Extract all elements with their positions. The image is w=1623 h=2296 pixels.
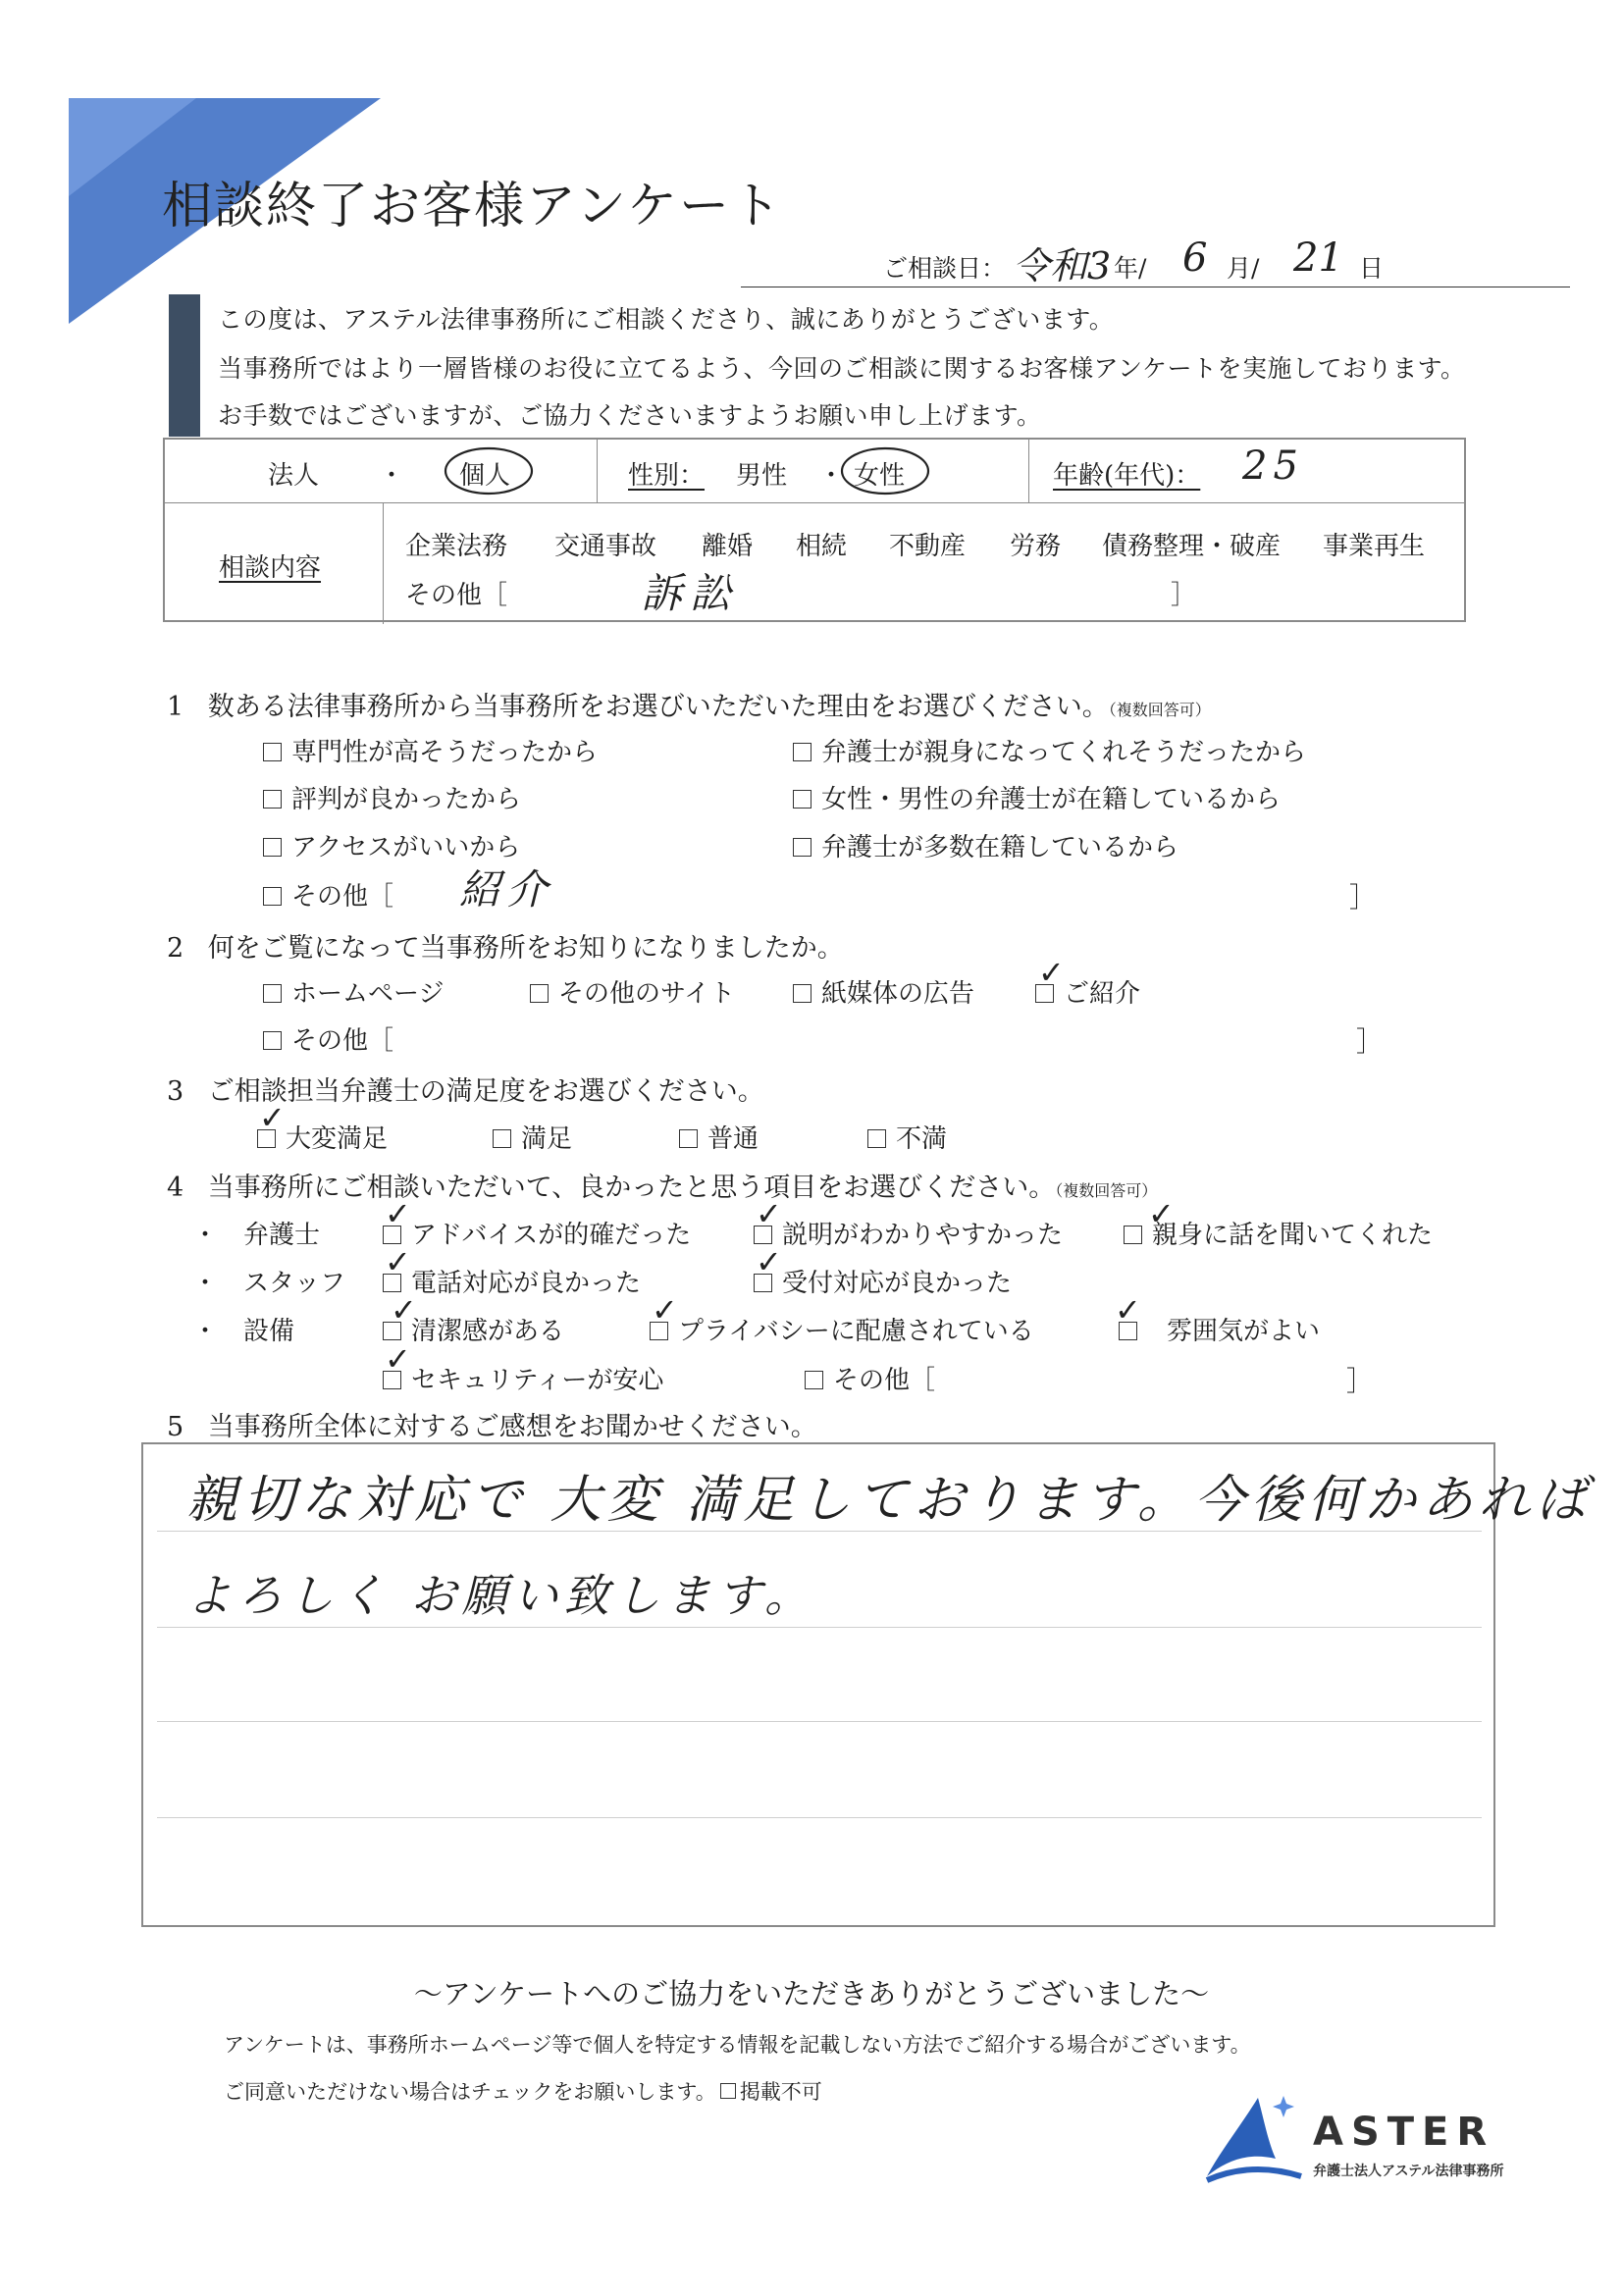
checkbox[interactable] xyxy=(263,743,282,761)
q4-other-close: ］ xyxy=(1346,1365,1375,1397)
date-day-value: 21 xyxy=(1293,235,1343,281)
q3-option-dissatisfied[interactable]: 不満 xyxy=(867,1119,947,1155)
q3-heading xyxy=(167,1070,764,1108)
q4-note: （複数回答可） xyxy=(1055,1181,1158,1200)
q4-lawyer-label: 弁護士 xyxy=(243,1221,321,1250)
individual-circle-mark xyxy=(442,444,540,498)
q2-number: 2 xyxy=(167,933,184,964)
consult-date xyxy=(883,249,1006,285)
q4-clear-explanation-check-mark: ✓ xyxy=(756,1195,782,1232)
header-banner xyxy=(0,0,412,324)
checkbox[interactable] xyxy=(867,1129,886,1148)
q4-option-clear-explanation[interactable]: 説明がわかりやすかった xyxy=(754,1215,1063,1251)
q4-bullet-facility: ・ xyxy=(192,1317,219,1346)
q3-number: 3 xyxy=(167,1076,184,1107)
q1-option-many-lawyers[interactable]: 弁護士が多数在籍しているから xyxy=(793,827,1178,863)
checkbox[interactable] xyxy=(263,838,282,857)
checkbox[interactable] xyxy=(263,887,282,906)
gender-female: 女性 xyxy=(854,461,906,491)
category-divorce: 離婚 xyxy=(702,532,754,561)
q4-option-listened-kindly[interactable]: 親身に話を聞いてくれた xyxy=(1124,1215,1433,1251)
category-real-estate: 不動産 xyxy=(889,532,967,561)
checkbox[interactable] xyxy=(493,1129,511,1148)
checkbox[interactable] xyxy=(530,984,549,1003)
date-year-unit: 年/ xyxy=(1114,254,1147,283)
checkbox[interactable] xyxy=(793,984,812,1003)
q2-referral-check-mark: ✓ xyxy=(1038,954,1065,991)
q4-security-check-mark: ✓ xyxy=(385,1340,411,1378)
info-table xyxy=(163,438,1466,622)
age-label: 年齢(年代)： xyxy=(1053,461,1201,491)
type-corporate: 法人 xyxy=(268,461,320,491)
type-dot: ・ xyxy=(379,461,405,491)
q1-option-expertise[interactable]: 専門性が高そうだったから xyxy=(263,732,598,768)
q1-option-gender-lawyers[interactable]: 女性・男性の弁護士が在籍しているから xyxy=(793,779,1281,815)
gender-male: 男性 xyxy=(736,461,788,491)
q4-option-phone-response[interactable]: 電話対応が良かった xyxy=(383,1263,641,1299)
q1-option-caring-lawyer[interactable]: 弁護士が親身になってくれそうだったから xyxy=(793,732,1306,768)
q5-text: 当事務所全体に対するご感想をお聞かせください。 xyxy=(207,1412,817,1442)
q5-number: 5 xyxy=(167,1412,184,1442)
gender-label: 性別： xyxy=(628,461,706,491)
age-value: 25 xyxy=(1242,444,1304,489)
gender-dot: ・ xyxy=(818,461,845,491)
checkbox[interactable] xyxy=(679,1129,698,1148)
q4-atmosphere-check-mark: ✓ xyxy=(1115,1291,1141,1329)
female-circle-mark xyxy=(838,444,936,498)
checkbox[interactable] xyxy=(793,790,812,809)
q1-text: 数ある法律事務所から当事務所をお選びいただいた理由をお選びください。 xyxy=(207,692,1109,722)
checkbox[interactable] xyxy=(805,1371,823,1389)
date-month-value: 6 xyxy=(1182,235,1208,281)
category-debt-bankruptcy: 債務整理・破産 xyxy=(1102,532,1282,561)
q4-option-accurate-advice[interactable]: アドバイスが的確だった xyxy=(383,1215,691,1251)
intro-line-1: この度は、アステル法律事務所にご相談くださり、誠にありがとうございます。 xyxy=(218,305,1115,334)
comment-rule-4 xyxy=(157,1817,1482,1818)
q1-option-other[interactable]: その他［ xyxy=(263,876,393,913)
q4-number: 4 xyxy=(167,1173,184,1203)
q4-cleanliness-check-mark: ✓ xyxy=(391,1291,417,1329)
form-title: 相談終了お客様アンケート xyxy=(162,178,783,235)
q4-bullet-staff: ・ xyxy=(192,1269,219,1298)
date-label: ご相談日： xyxy=(883,254,1007,283)
checkbox[interactable] xyxy=(1124,1226,1142,1244)
no-publish-checkbox[interactable] xyxy=(720,2083,736,2099)
category-labor: 労務 xyxy=(1010,532,1062,561)
consult-content-label: 相談内容 xyxy=(219,553,322,583)
q2-text: 何をご覧になって当事務所をお知りになりましたか。 xyxy=(207,933,844,964)
q4-option-atmosphere[interactable]: 雰囲気がよい xyxy=(1119,1311,1320,1347)
category-traffic-accident: 交通事故 xyxy=(554,532,657,561)
q4-phone-response-check-mark: ✓ xyxy=(385,1243,411,1280)
q3-option-very-satisfied[interactable]: 大変満足 xyxy=(257,1119,388,1155)
q1-number: 1 xyxy=(167,692,184,722)
category-other-value: 訴訟 xyxy=(641,569,740,617)
category-inheritance: 相続 xyxy=(796,532,848,561)
logo-name: ASTER xyxy=(1313,2110,1495,2155)
type-individual: 個人 xyxy=(459,461,511,491)
category-other-close: ］ xyxy=(1171,581,1197,610)
category-other-label: その他［ xyxy=(405,581,508,610)
q1-option-access[interactable]: アクセスがいいから xyxy=(263,827,520,863)
footer-note-1: アンケートは、事務所ホームページ等で個人を特定する情報を記載しない方法でご紹介する場合がございます。 xyxy=(224,2033,1251,2057)
intro-line-3: お手数ではございますが、ご協力くださいますようお願い申し上げます。 xyxy=(218,401,1042,430)
q2-option-other-site[interactable]: その他のサイト xyxy=(530,973,735,1010)
date-day-unit: 日 xyxy=(1359,254,1385,283)
q2-option-referral[interactable]: ご紹介 xyxy=(1035,973,1140,1010)
footer-thanks: 〜アンケートへのご協力をいただきありがとうございました〜 xyxy=(413,1977,1210,2010)
intro-accent-bar xyxy=(169,294,200,437)
q1-heading xyxy=(167,685,1211,723)
aster-logo-icon xyxy=(1199,2090,1307,2188)
q4-listened-kindly-check-mark: ✓ xyxy=(1148,1195,1175,1232)
q4-option-reception-response[interactable]: 受付対応が良かった xyxy=(754,1263,1012,1299)
footer-note-2: ご同意いただけない場合はチェックをお願いします。 掲載不可 xyxy=(224,2080,822,2104)
intro-line-2: 当事務所ではより一層皆様のお役に立てるよう、今回のご相談に関するお客様アンケートを実施しております。 xyxy=(218,354,1466,383)
q4-facility-label: 設備 xyxy=(243,1317,295,1346)
checkbox[interactable] xyxy=(263,984,282,1003)
comment-rule-2 xyxy=(157,1627,1482,1628)
q1-note: （複数回答可） xyxy=(1108,701,1211,719)
q3-text: ご相談担当弁護士の満足度をお選びください。 xyxy=(207,1076,764,1107)
q4-bullet-lawyer: ・ xyxy=(192,1221,219,1250)
q4-heading xyxy=(167,1166,1157,1204)
q1-other-value: 紹介 xyxy=(459,865,554,913)
q4-accurate-advice-check-mark: ✓ xyxy=(385,1195,411,1232)
q2-option-print-ad[interactable]: 紙媒体の広告 xyxy=(793,973,974,1010)
q4-option-privacy[interactable]: プライバシーに配慮されている xyxy=(650,1311,1034,1347)
q2-heading xyxy=(167,926,844,965)
q4-option-other[interactable]: その他［ xyxy=(805,1360,935,1396)
q2-option-homepage[interactable]: ホームページ xyxy=(263,973,444,1010)
checkbox[interactable] xyxy=(793,838,812,857)
q4-staff-label: スタッフ xyxy=(243,1269,346,1298)
date-month-unit: 月/ xyxy=(1227,254,1260,283)
q3-option-average[interactable]: 普通 xyxy=(679,1119,759,1155)
comment-line-2: よろしく お願い致します。 xyxy=(186,1569,815,1622)
q2-other-close: ］ xyxy=(1356,1025,1385,1058)
q1-option-reputation[interactable]: 評判が良かったから xyxy=(263,779,521,815)
q4-option-cleanliness[interactable]: 清潔感がある xyxy=(383,1311,564,1347)
checkbox[interactable] xyxy=(793,743,812,761)
category-business-revival: 事業再生 xyxy=(1323,532,1426,561)
q1-other-close: ］ xyxy=(1349,881,1378,913)
comment-rule-3 xyxy=(157,1721,1482,1722)
q3-very-satisfied-check-mark: ✓ xyxy=(259,1099,286,1136)
q4-text: 当事務所にご相談いただいて、良かったと思う項目をお選びください。 xyxy=(207,1173,1056,1203)
comment-line-1: 親切な対応で 大変 満足しております。今後何かあれば xyxy=(186,1471,1593,1530)
logo-subtitle: 弁護士法人アステル法律事務所 xyxy=(1313,2164,1504,2179)
q5-heading xyxy=(167,1405,817,1443)
q3-option-satisfied[interactable]: 満足 xyxy=(493,1119,572,1155)
checkbox[interactable] xyxy=(263,790,282,809)
category-corporate-law: 企業法務 xyxy=(405,532,508,561)
q4-option-security[interactable]: セキュリティーが安心 xyxy=(383,1360,663,1396)
no-publish-label: 掲載不可 xyxy=(739,2080,822,2104)
date-era-value: 令和3 xyxy=(1013,244,1112,287)
checkbox[interactable] xyxy=(263,1031,282,1050)
q4-privacy-check-mark: ✓ xyxy=(652,1291,678,1329)
q4-reception-response-check-mark: ✓ xyxy=(756,1243,782,1280)
q2-option-other[interactable]: その他［ xyxy=(263,1020,393,1057)
